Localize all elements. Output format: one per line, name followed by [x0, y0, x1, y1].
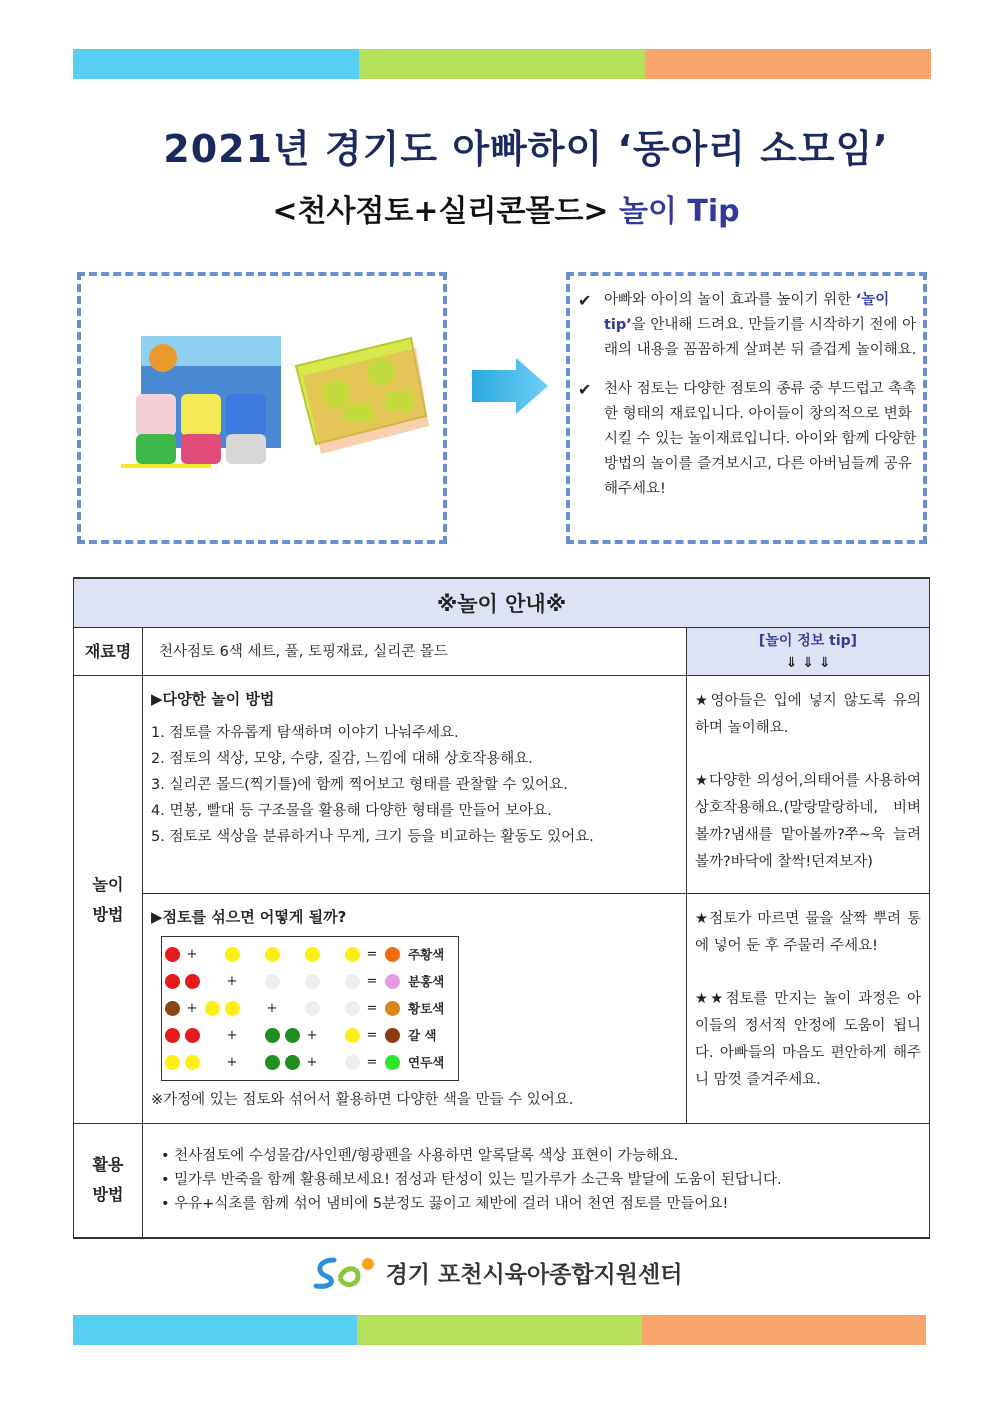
- material-value: 천사점토 6색 세트, 풀, 토핑재료, 실리콘 몰드: [143, 628, 687, 676]
- page-subtitle: [0, 186, 992, 230]
- list-item: • 천사점토에 수성물감/사인펜/형광펜을 사용하면 알록달록 색상 표현이 가능해요.: [161, 1144, 921, 1168]
- page-title: 2021년 경기도 아빠하이 ‘동아리 소모임’: [163, 127, 889, 171]
- tip-cell-1: ★영아들은 입에 넣지 않도록 유의하며 놀이해요. ★다양한 의성어,의태어를 사용하여 상호작용해요.(말랑말랑하네, 비벼볼까?냄새를 맡아볼까?쭈~욱 늘려볼까?바닥에 찰싹!던져보자): [687, 676, 930, 894]
- play-method-label: 놀이 방법: [74, 676, 143, 1124]
- mix-note: ※가정에 있는 점토와 섞어서 활용하면 다양한 색을 만들 수 있어요.: [151, 1092, 574, 1108]
- use-methods: [143, 1124, 930, 1238]
- arrow-right-icon: [470, 356, 550, 416]
- product-image-box: [77, 272, 447, 544]
- use-method-label: 활용 방법: [74, 1124, 143, 1238]
- footer: [0, 1252, 992, 1292]
- list-item: • 우유+식초를 함께 섞어 냄비에 5분정도 끓이고 체반에 걸러 내어 천연 점토를 만들어요!: [161, 1192, 921, 1216]
- play-methods: ▶다양한 놀이 방법 1. 점토를 자유롭게 탐색하며 이야기 나눠주세요. 2. 점토의 색상, 모양, 수량, 질감, 느낌에 대해 상호작용해요. 3. 실리콘 몰드(찍기틀)에 함께 찍어보고 형태를 관찰할 수 있어요. 4. 면봉, 빨대 등 구조물을 활용해 다양한 형태를 만들어 보아요. 5. 점토로 색상을 분류하거나 무게, 크기 등을 비교하는 활동도 있어요.: [143, 676, 687, 894]
- subtitle-main: <천사점토+실리콘몰드>: [272, 194, 609, 229]
- intro-paragraph-2: ✔ 천사 점토는 다양한 점토의 종류 중 부드럽고 촉촉한 형태의 재료입니다. 아이들이 창의적으로 변화 시킬 수 있는 놀이재료입니다. 아이와 함께 다양한 방법의 놀이를 즐겨보시고, 다른 아버님들께 공유해주세요!: [578, 377, 919, 502]
- color-mix-chart: + = 주황색 + = 분홍색 + + = 황토색 + + = 갈 색 + + = 연두색: [161, 936, 459, 1081]
- list-item: • 밀가루 반죽을 함께 활용해보세요! 점성과 탄성이 있는 밀가루가 소근육 발달에 도움이 된답니다.: [161, 1168, 921, 1192]
- center-logo-icon: [310, 1252, 380, 1292]
- checkmark-icon: ✔: [578, 291, 592, 310]
- tip-cell-2: ★점토가 마르면 물을 살짝 뿌려 통에 넣어 둔 후 주물러 주세요! ★★점토를 만지는 놀이 과정은 아이들의 정서적 안정에 도움이 됩니다. 아빠들의 마음도 편안하게 해주니 맘껏 즐겨주세요.: [687, 894, 930, 1124]
- bottom-color-bar: [73, 1315, 926, 1345]
- top-color-bar: [73, 49, 931, 79]
- play-guide-table: [73, 577, 930, 1239]
- intro-text-box: [566, 272, 927, 544]
- info-tip-header: [놀이 정보 tip] ⇓ ⇓ ⇓: [687, 628, 930, 676]
- subtitle-tip: 놀이 Tip: [619, 194, 740, 229]
- guide-header: ※놀이 안내※: [74, 578, 930, 628]
- clay-and-mold-illustration: [81, 276, 443, 540]
- mix-colors-section: ▶점토를 섞으면 어떻게 될까? + = 주황색 + = 분홍색 + + = 황토색 + + = 갈 색 + + = 연두색 ※가정에 있는 점토와 섞어서 활용하면 다양한 색을 만들 수 있어요.: [143, 894, 687, 1124]
- intro-paragraph-1: ✔ 아빠와 아이의 놀이 효과를 높이기 위한 ‘놀이 tip’을 안내해 드려요. 만들기를 시작하기 전에 아래의 내용을 꼼꼼하게 살펴본 뒤 즐겁게 놀이해요.: [578, 288, 919, 363]
- checkmark-icon: ✔: [578, 380, 592, 399]
- center-name: 경기 포천시육아종합지원센터: [385, 1261, 683, 1288]
- material-label: 재료명: [74, 628, 143, 676]
